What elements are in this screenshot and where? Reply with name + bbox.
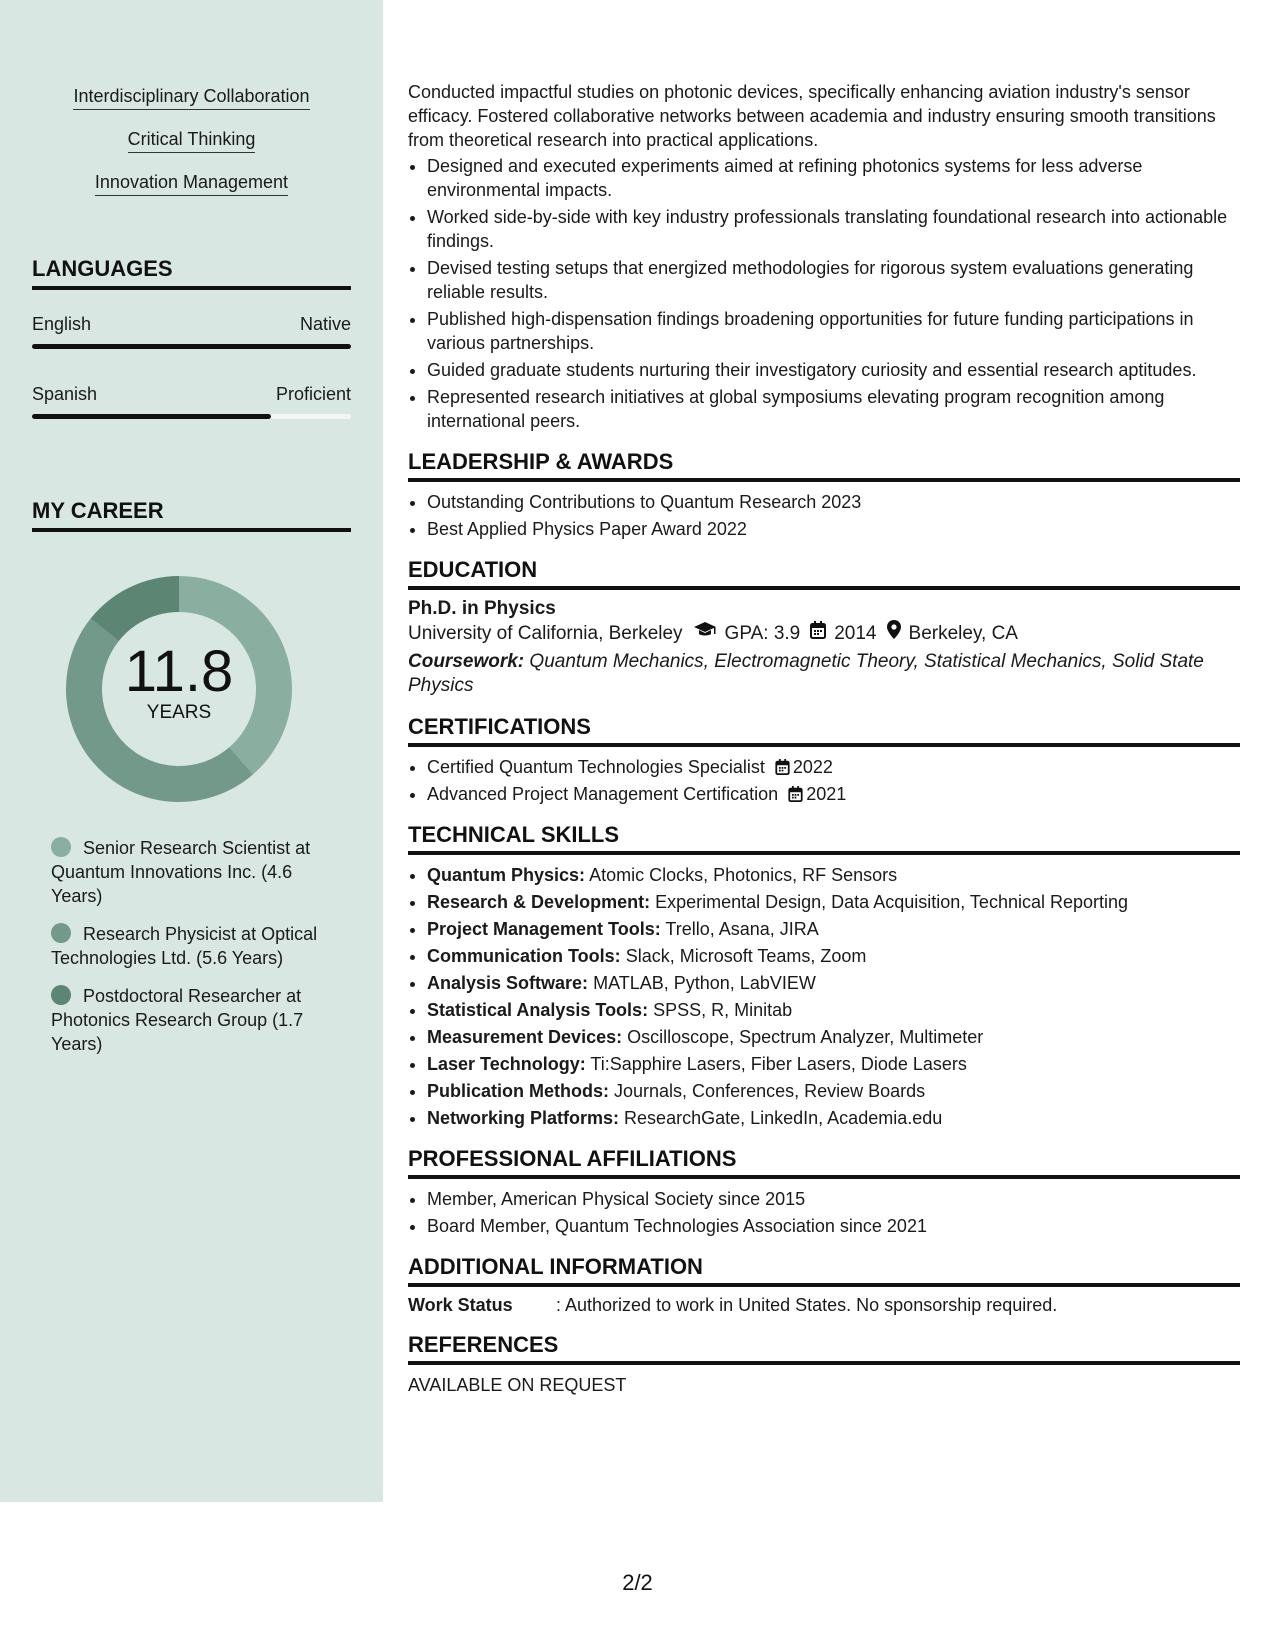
skill-label: Measurement Devices: <box>427 1027 623 1047</box>
skill-label: Networking Platforms: <box>427 1108 620 1128</box>
language-row <box>32 384 351 405</box>
list-item: • Member, American Physical Society since 2015 <box>427 1187 1240 1211</box>
graduation-year: 2014 <box>834 623 877 644</box>
affiliations-heading: PROFESSIONAL AFFILIATIONS <box>408 1146 1240 1179</box>
references-heading: REFERENCES <box>408 1332 1240 1365</box>
career-item <box>51 922 331 970</box>
skill-value: Slack, Microsoft Teams, Zoom <box>625 946 867 966</box>
experience-summary: Conducted impactful studies on photonic devices, specifically enhancing aviation industry's sensor efficacy. Fostered collaborative networks between academia and industry ensuring smooth transitions from theoretical research into practical applications. <box>408 82 1216 150</box>
career-list <box>51 836 331 1070</box>
career-dot <box>51 923 71 943</box>
list-item <box>427 1052 1240 1076</box>
list-item: • Published high-dispensation findings broadening opportunities for future funding participations in various partnerships. <box>427 307 1240 355</box>
language-level: Proficient <box>275 384 351 404</box>
skill-value: ResearchGate, LinkedIn, Academia.edu <box>624 1108 943 1128</box>
coursework-label: Coursework: <box>408 651 525 672</box>
list-item <box>427 998 1240 1022</box>
degree: Ph.D. in Physics <box>408 598 556 619</box>
coursework <box>408 650 1240 698</box>
certifications-list <box>408 755 1240 806</box>
list-item: • Board Member, Quantum Technologies Association since 2021 <box>427 1214 1240 1238</box>
calendar-icon <box>788 786 803 802</box>
language-level: Native <box>299 314 351 334</box>
list-item: • Designed and executed experiments aimed at refining photonics systems for less adverse environmental impacts. <box>427 154 1240 202</box>
list-item <box>427 917 1240 941</box>
languages-heading: LANGUAGES <box>32 256 351 290</box>
location-pin-icon <box>887 620 901 648</box>
list-item: • Outstanding Contributions to Quantum Research 2023 <box>427 490 1240 514</box>
page-number: 2/2 <box>622 1570 653 1595</box>
list-item <box>427 1025 1240 1049</box>
calendar-icon <box>810 620 826 648</box>
language-name: English <box>32 314 92 334</box>
experience-bullets <box>408 154 1240 433</box>
list-item <box>427 863 1240 887</box>
list-item <box>427 890 1240 914</box>
work-status-value: : Authorized to work in United States. No sponsorship required. <box>556 1295 1058 1315</box>
career-item-text: Senior Research Scientist at Quantum Innovations Inc. (4.6 Years) <box>51 838 311 906</box>
list-item <box>427 1106 1240 1130</box>
technical-skills-heading: TECHNICAL SKILLS <box>408 822 1240 855</box>
skill-label: Analysis Software: <box>427 973 589 993</box>
certifications-heading: CERTIFICATIONS <box>408 714 1240 747</box>
skill-item: Critical Thinking <box>128 129 256 153</box>
career-item-text: Postdoctoral Researcher at Photonics Research Group (1.7 Years) <box>51 986 304 1054</box>
cert-date <box>775 755 833 779</box>
career-total-unit: YEARS <box>146 702 212 723</box>
affiliations-list <box>408 1187 1240 1238</box>
calendar-icon <box>775 759 790 775</box>
skill-label: Communication Tools: <box>427 946 621 966</box>
skill-value: Trello, Asana, JIRA <box>665 919 819 939</box>
career-total <box>66 640 292 724</box>
additional-info-heading: ADDITIONAL INFORMATION <box>408 1254 1240 1287</box>
list-item <box>427 944 1240 968</box>
work-status-label: Work Status <box>408 1295 513 1315</box>
cert-year: 2021 <box>806 784 847 804</box>
coursework-text: Quantum Mechanics, Electromagnetic Theory, Statistical Mechanics, Solid State Physics <box>408 651 1204 696</box>
career-total-number: 11.8 <box>124 639 234 704</box>
list-item: • Worked side-by-side with key industry professionals translating foundational research into actionable findings. <box>427 205 1240 253</box>
language-bar-fill <box>32 414 271 419</box>
main-content <box>408 80 1240 1396</box>
awards-list <box>408 490 1240 541</box>
sidebar <box>0 0 383 1502</box>
graduation-cap-icon <box>693 620 717 648</box>
skill-item: Interdisciplinary Collaboration <box>73 86 309 110</box>
list-item <box>427 1079 1240 1103</box>
list-item <box>427 755 1240 779</box>
career-item <box>51 984 331 1056</box>
skill-item: Innovation Management <box>95 172 288 196</box>
skill-value: Oscilloscope, Spectrum Analyzer, Multimeter <box>627 1027 984 1047</box>
skill-label: Research & Development: <box>427 892 651 912</box>
list-item <box>427 971 1240 995</box>
skill-value: Atomic Clocks, Photonics, RF Sensors <box>589 865 898 885</box>
language-bar <box>32 414 351 419</box>
skill-value: Experimental Design, Data Acquisition, Technical Reporting <box>655 892 1129 912</box>
career-dot <box>51 837 71 857</box>
list-item: • Devised testing setups that energized methodologies for rigorous system evaluations generating reliable results. <box>427 256 1240 304</box>
skill-value: Ti:Sapphire Lasers, Fiber Lasers, Diode Lasers <box>590 1054 967 1074</box>
references-text: AVAILABLE ON REQUEST <box>408 1375 627 1395</box>
skill-label: Statistical Analysis Tools: <box>427 1000 649 1020</box>
list-item: • Represented research initiatives at global symposiums elevating program recognition among international peers. <box>427 385 1240 433</box>
skill-value: MATLAB, Python, LabVIEW <box>593 973 816 993</box>
work-status-row <box>408 1295 1240 1316</box>
skill-value: SPSS, R, Minitab <box>653 1000 793 1020</box>
school: University of California, Berkeley <box>408 623 683 644</box>
skill-label: Laser Technology: <box>427 1054 586 1074</box>
cert-date <box>788 782 846 806</box>
gpa: GPA: 3.9 <box>724 623 801 644</box>
awards-heading: LEADERSHIP & AWARDS <box>408 449 1240 482</box>
career-item-text: Research Physicist at Optical Technologies Ltd. (5.6 Years) <box>51 924 318 968</box>
list-item: • Guided graduate students nurturing their investigatory curiosity and essential research aptitudes. <box>427 358 1240 382</box>
cert-year: 2022 <box>792 757 833 777</box>
language-name: Spanish <box>32 384 98 404</box>
language-bar <box>32 344 351 349</box>
skill-label: Publication Methods: <box>427 1081 609 1101</box>
list-item <box>427 782 1240 806</box>
language-row <box>32 314 351 335</box>
education-heading: EDUCATION <box>408 557 1240 590</box>
technical-skills-list <box>408 863 1240 1130</box>
language-bar-fill <box>32 344 351 349</box>
list-item: • Best Applied Physics Paper Award 2022 <box>427 517 1240 541</box>
skill-label: Quantum Physics: <box>427 865 586 885</box>
cert-name: Certified Quantum Technologies Specialist <box>427 757 765 777</box>
career-heading: MY CAREER <box>32 498 351 532</box>
skills-list <box>0 86 383 215</box>
career-item <box>51 836 331 908</box>
education-details <box>408 620 1240 648</box>
cert-name: Advanced Project Management Certification <box>427 784 779 804</box>
location: Berkeley, CA <box>908 623 1018 644</box>
skill-value: Journals, Conferences, Review Boards <box>614 1081 926 1101</box>
career-dot <box>51 985 71 1005</box>
skill-label: Project Management Tools: <box>427 919 661 939</box>
